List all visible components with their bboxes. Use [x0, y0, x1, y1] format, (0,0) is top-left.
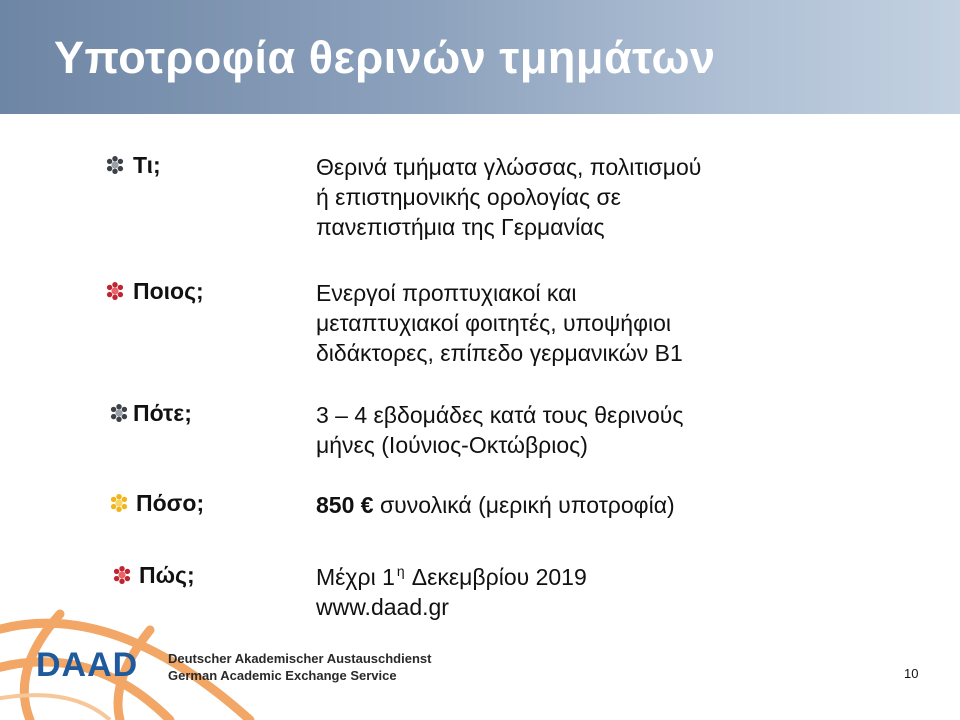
answer-line: διδάκτορες, επίπεδο γερμανικών Β1 [316, 340, 683, 366]
deadline-prefix: Μέχρι 1 [316, 564, 395, 590]
answer-line: μήνες (Ιούνιος-Οκτώβριος) [316, 432, 588, 458]
answer-line: ή επιστημονικής ορολογίας σε [316, 184, 621, 210]
title-bar [0, 0, 960, 114]
organization-name-de: Deutscher Akademischer Austauschdienst [168, 651, 432, 666]
item-label: Πώς; [139, 562, 195, 588]
deadline-superscript: η [396, 563, 405, 579]
item-answer [316, 490, 675, 520]
item-answer [316, 400, 683, 460]
answer-line: μεταπτυχιακοί φοιτητές, υποψήφιοι [316, 310, 672, 336]
item-label: Τι; [133, 152, 161, 178]
amount-description: συνολικά (μερική υποτροφία) [373, 492, 675, 518]
dark-flower-bullet-icon [106, 156, 124, 174]
item-label: Πόσο; [136, 490, 205, 516]
slide-title: Υποτροφία θερινών τμημάτων [54, 32, 716, 83]
item-answer [316, 562, 587, 622]
red-flower-bullet-icon [106, 282, 124, 300]
yellow-flower-bullet-icon [110, 494, 128, 512]
item-answer [316, 152, 701, 242]
deadline-date: Δεκεμβρίου 2019 [406, 564, 587, 590]
answer-line [316, 490, 675, 520]
website-link[interactable]: www.daad.gr [316, 594, 449, 620]
deadline-line [316, 562, 587, 592]
daad-logo: DAAD [36, 646, 139, 684]
answer-line: Θερινά τμήματα γλώσσας, πολιτισμού [316, 154, 702, 180]
answer-line: 3 – 4 εβδομάδες κατά τους θερινούς [316, 402, 684, 428]
item-label: Ποιος; [133, 278, 204, 304]
item-label: Πότε; [133, 400, 192, 426]
dark-flower-bullet-icon [110, 404, 128, 422]
red-flower-bullet-icon [113, 566, 131, 584]
item-answer [316, 278, 683, 368]
answer-line: Ενεργοί προπτυχιακοί και [316, 280, 577, 306]
organization-name [168, 650, 431, 684]
answer-line: πανεπιστήμια της Γερμανίας [316, 214, 605, 240]
scholarship-amount: 850 € [316, 492, 374, 518]
page-number: 10 [904, 666, 919, 681]
organization-name-en: German Academic Exchange Service [168, 668, 397, 683]
